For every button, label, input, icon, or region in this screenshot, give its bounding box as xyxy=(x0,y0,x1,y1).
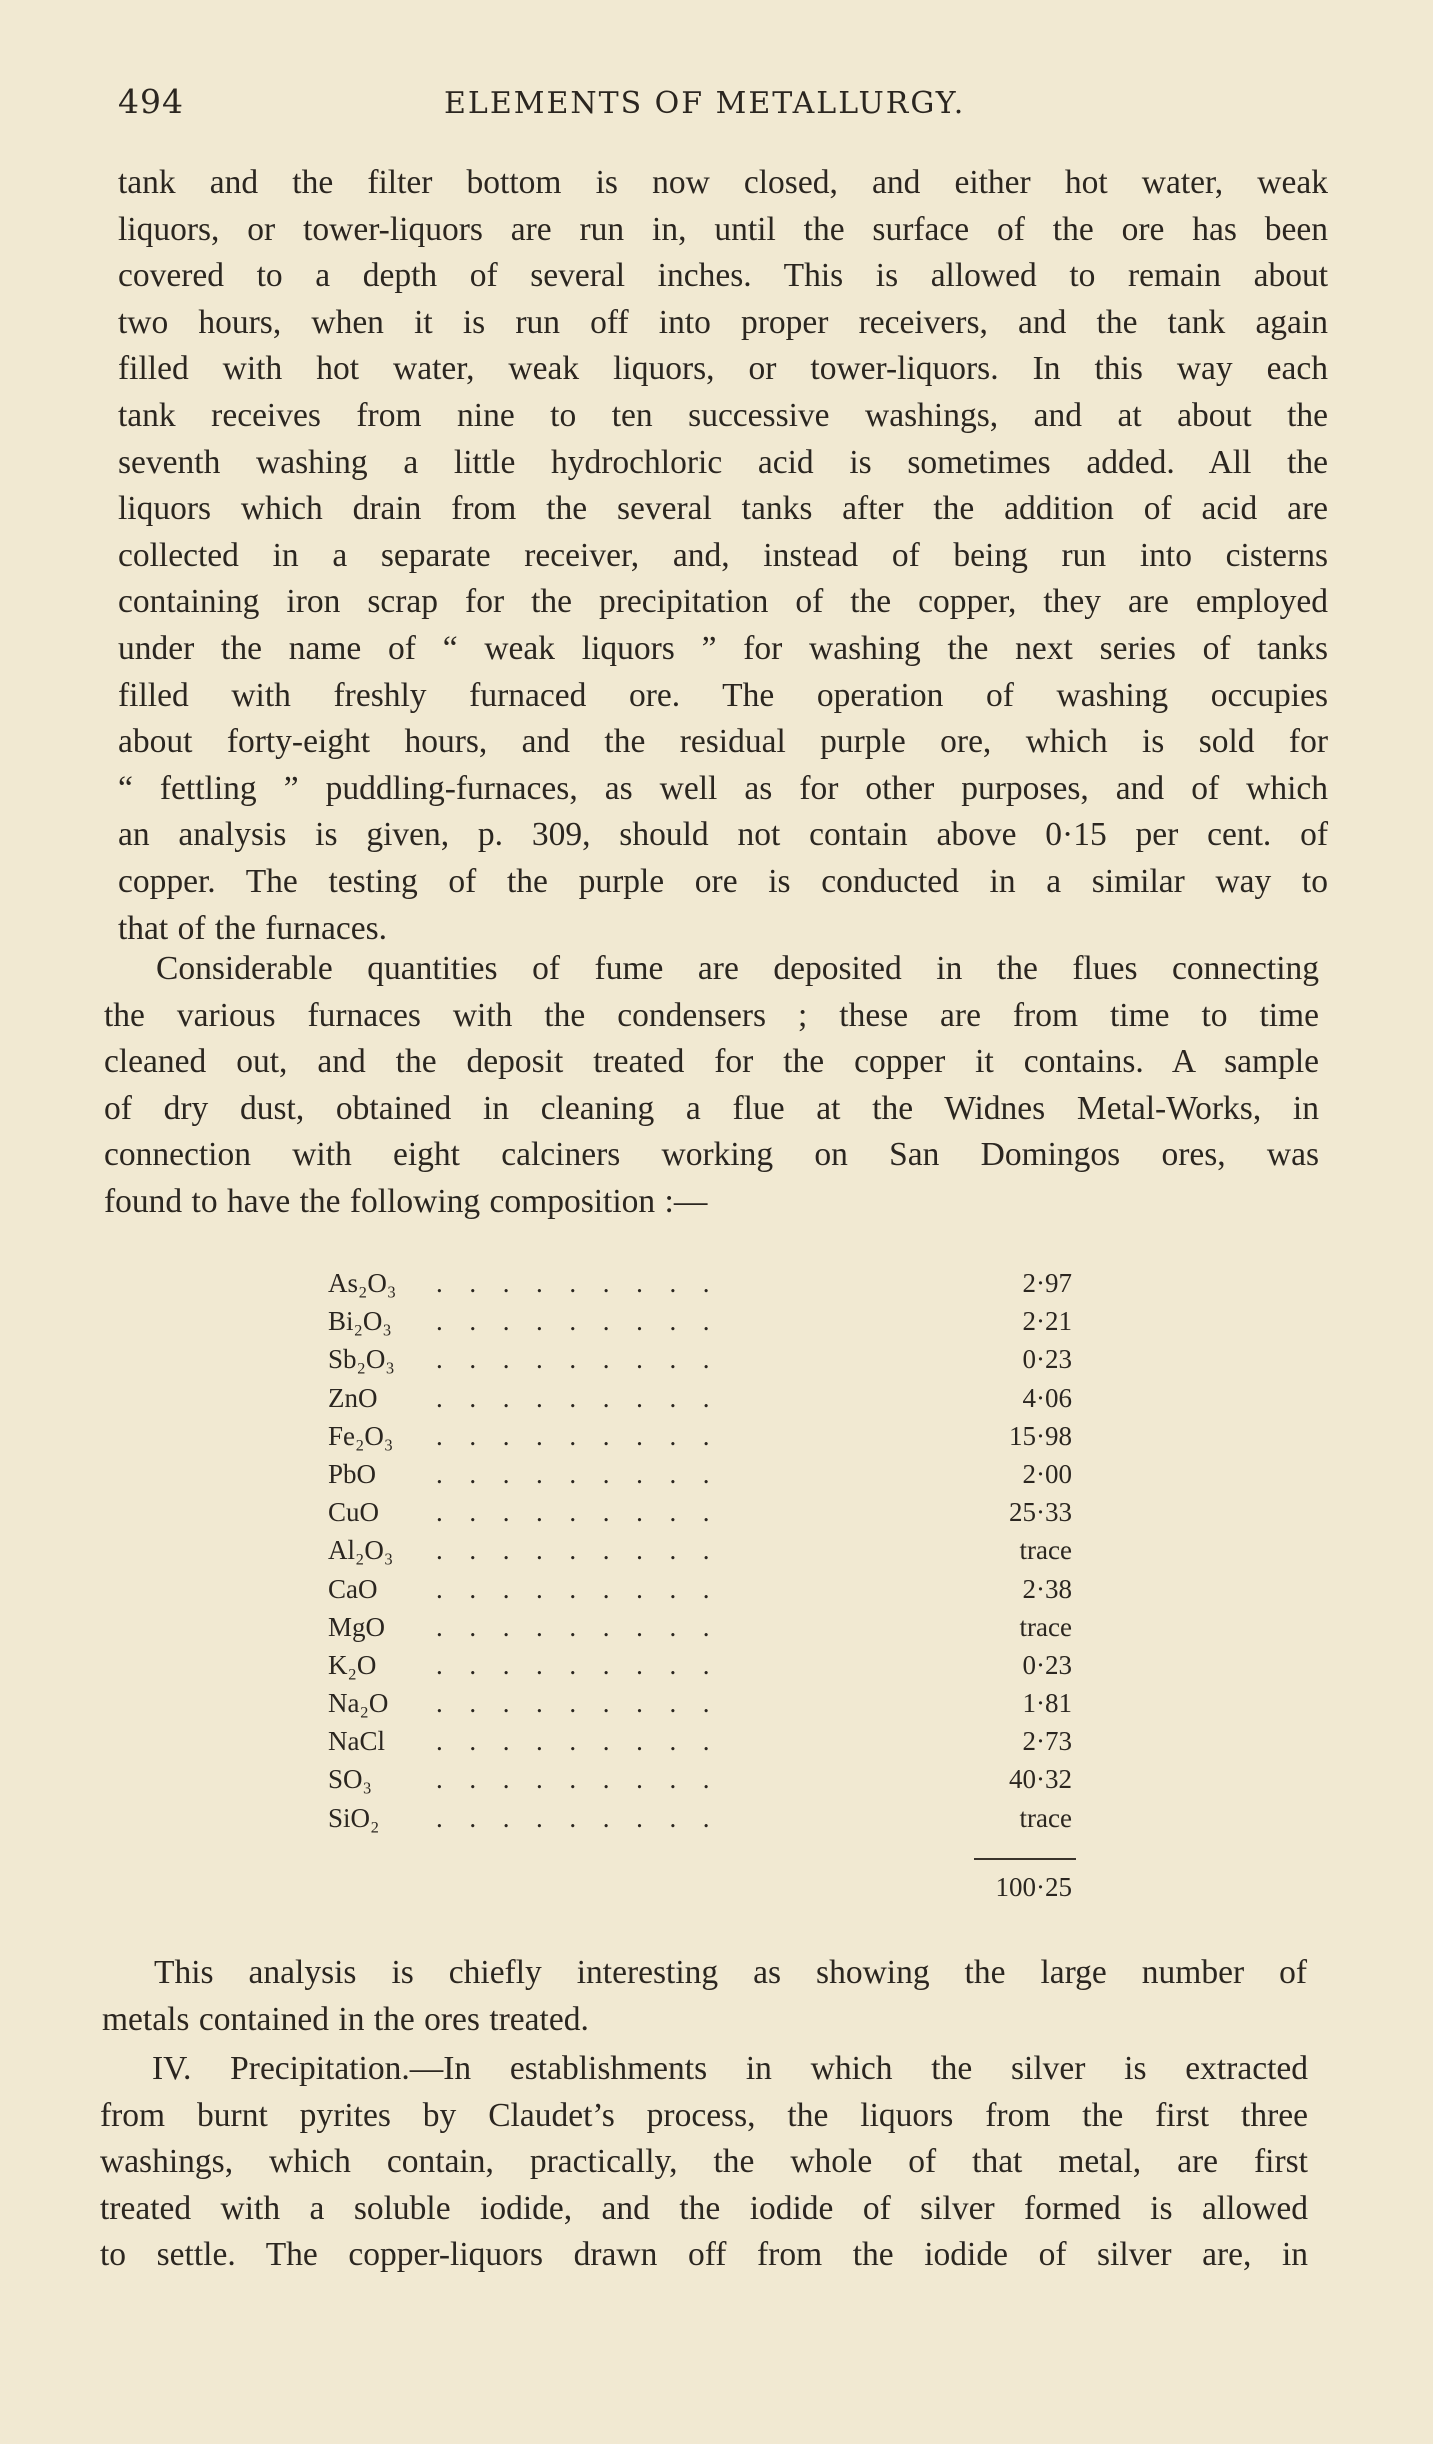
text-line: washings, which contain, practically, the whole of that metal, are first xyxy=(100,2143,1308,2181)
formula: MgO xyxy=(328,1611,386,1642)
value: 1·81 xyxy=(1022,1688,1072,1719)
text-line: under the name of “ weak liquors ” for washing the next series of tanks xyxy=(118,629,1328,667)
leader-dots: ......... xyxy=(436,1344,737,1375)
text-line: liquors, or tower-liquors are run in, until the surface of the ore has been xyxy=(118,210,1328,248)
composition-table xyxy=(328,1268,1088,1902)
formula: SO₃ xyxy=(328,1764,372,1795)
value: 2·73 xyxy=(1022,1726,1072,1757)
leader-dots: ......... xyxy=(436,1573,737,1604)
text-line: connection with eight calciners working on San Domingos ores, was xyxy=(104,1136,1319,1174)
paragraph-interest xyxy=(102,1950,1307,2043)
total-rule xyxy=(974,1858,1076,1860)
total-value: 100·25 xyxy=(995,1872,1072,1902)
page-number: 494 xyxy=(118,82,184,121)
leader-dots: ......... xyxy=(436,1420,737,1451)
leader-dots: ......... xyxy=(436,1535,737,1566)
value: 2·97 xyxy=(1022,1268,1072,1298)
text-line: IV. Precipitation.—In establishments in which the silver is extracted xyxy=(152,2050,1308,2087)
leader-dots: ......... xyxy=(436,1764,737,1795)
value: 15·98 xyxy=(1009,1420,1072,1451)
formula: Sb₂O₃ xyxy=(328,1344,395,1375)
text-line: from burnt pyrites by Claudet’s process, the liquors from the first three xyxy=(100,2096,1308,2134)
table-row xyxy=(328,1459,1088,1497)
formula: As₂O₃ xyxy=(328,1268,397,1298)
text-line: found to have the following composition :— xyxy=(104,1182,708,1220)
formula: SiO₂ xyxy=(328,1802,380,1833)
text-line: “ fettling ” puddling-furnaces, as well as for other purposes, and of which xyxy=(118,769,1328,807)
table-row xyxy=(328,1535,1088,1573)
table-row xyxy=(328,1612,1088,1650)
text-line: covered to a depth of several inches. This is allowed to remain about xyxy=(118,257,1328,295)
table-row xyxy=(328,1803,1088,1841)
table-row xyxy=(328,1268,1088,1306)
text-line: cleaned out, and the deposit treated for the copper it contains. A sample xyxy=(104,1043,1319,1081)
table-row xyxy=(328,1726,1088,1764)
text-line: filled with freshly furnaced ore. The operation of washing occupies xyxy=(118,676,1328,714)
text-line: Considerable quantities of fume are deposited in the flues connecting xyxy=(156,950,1319,987)
value: 2·21 xyxy=(1022,1306,1072,1337)
table-row xyxy=(328,1306,1088,1344)
value: 40·32 xyxy=(1009,1764,1072,1795)
leader-dots: ......... xyxy=(436,1268,737,1298)
value: trace xyxy=(1019,1611,1072,1642)
formula: PbO xyxy=(328,1458,377,1489)
formula: Al₂O₃ xyxy=(328,1535,394,1566)
formula: CuO xyxy=(328,1497,380,1528)
formula: K₂O xyxy=(328,1649,377,1680)
formula: ZnO xyxy=(328,1382,378,1413)
paragraph-precipitation xyxy=(100,2046,1308,2279)
text-line: metals contained in the ores treated. xyxy=(102,2000,589,2038)
paragraph-washing xyxy=(118,160,1328,952)
table-row xyxy=(328,1764,1088,1802)
text-line: two hours, when it is run off into proper receivers, and the tank again xyxy=(118,303,1328,341)
value: 0·23 xyxy=(1022,1344,1072,1375)
leader-dots: ......... xyxy=(436,1802,737,1833)
table-row xyxy=(328,1497,1088,1535)
value: 2·38 xyxy=(1022,1573,1072,1604)
table-row xyxy=(328,1688,1088,1726)
value: 4·06 xyxy=(1022,1382,1072,1413)
text-line: an analysis is given, p. 309, should not contain above 0·15 per cent. of xyxy=(118,816,1328,854)
paragraph-fume xyxy=(104,946,1319,1226)
value: 2·00 xyxy=(1022,1458,1072,1489)
formula: Fe₂O₃ xyxy=(328,1420,394,1451)
page-header xyxy=(118,82,1318,132)
running-title: ELEMENTS OF METALLURGY. xyxy=(444,86,966,121)
leader-dots: ......... xyxy=(436,1649,737,1680)
leader-dots: ......... xyxy=(436,1688,737,1719)
text-line: filled with hot water, weak liquors, or tower-liquors. In this way each xyxy=(118,350,1328,388)
table-row xyxy=(328,1344,1088,1382)
text-line: tank and the filter bottom is now closed, and either hot water, weak xyxy=(118,164,1328,201)
value: trace xyxy=(1019,1802,1072,1833)
table-row xyxy=(328,1421,1088,1459)
text-line: containing iron scrap for the precipitation of the copper, they are employed xyxy=(118,583,1328,621)
value: 0·23 xyxy=(1022,1649,1072,1680)
leader-dots: ......... xyxy=(436,1458,737,1489)
table-row xyxy=(328,1383,1088,1421)
text-line: the various furnaces with the condensers ; these are from time to time xyxy=(104,996,1319,1034)
text-line: liquors which drain from the several tanks after the addition of acid are xyxy=(118,490,1328,528)
leader-dots: ......... xyxy=(436,1726,737,1757)
table-row xyxy=(328,1650,1088,1688)
text-line: copper. The testing of the purple ore is conducted in a similar way to xyxy=(118,862,1328,900)
text-line: treated with a soluble iodide, and the iodide of silver formed is allowed xyxy=(100,2189,1308,2227)
text-line: collected in a separate receiver, and, instead of being run into cisterns xyxy=(118,536,1328,574)
formula: Bi₂O₃ xyxy=(328,1306,392,1337)
text-line: that of the furnaces. xyxy=(118,909,388,947)
formula: CaO xyxy=(328,1573,378,1604)
formula: Na₂O xyxy=(328,1688,389,1719)
text-line: tank receives from nine to ten successive washings, and at about the xyxy=(118,396,1328,434)
value: 25·33 xyxy=(1009,1497,1072,1528)
leader-dots: ......... xyxy=(436,1306,737,1337)
leader-dots: ......... xyxy=(436,1497,737,1528)
text-line: to settle. The copper-liquors drawn off from the iodide of silver are, in xyxy=(100,2236,1308,2274)
text-line: of dry dust, obtained in cleaning a flue at the Widnes Metal-Works, in xyxy=(104,1089,1319,1127)
leader-dots: ......... xyxy=(436,1382,737,1413)
text-line: seventh washing a little hydrochloric acid is sometimes added. All the xyxy=(118,443,1328,481)
leader-dots: ......... xyxy=(436,1611,737,1642)
formula: NaCl xyxy=(328,1726,385,1757)
text-line: This analysis is chiefly interesting as showing the large number of xyxy=(154,1954,1307,1991)
value: trace xyxy=(1019,1535,1072,1566)
text-line: about forty-eight hours, and the residual purple ore, which is sold for xyxy=(118,723,1328,761)
table-row xyxy=(328,1574,1088,1612)
